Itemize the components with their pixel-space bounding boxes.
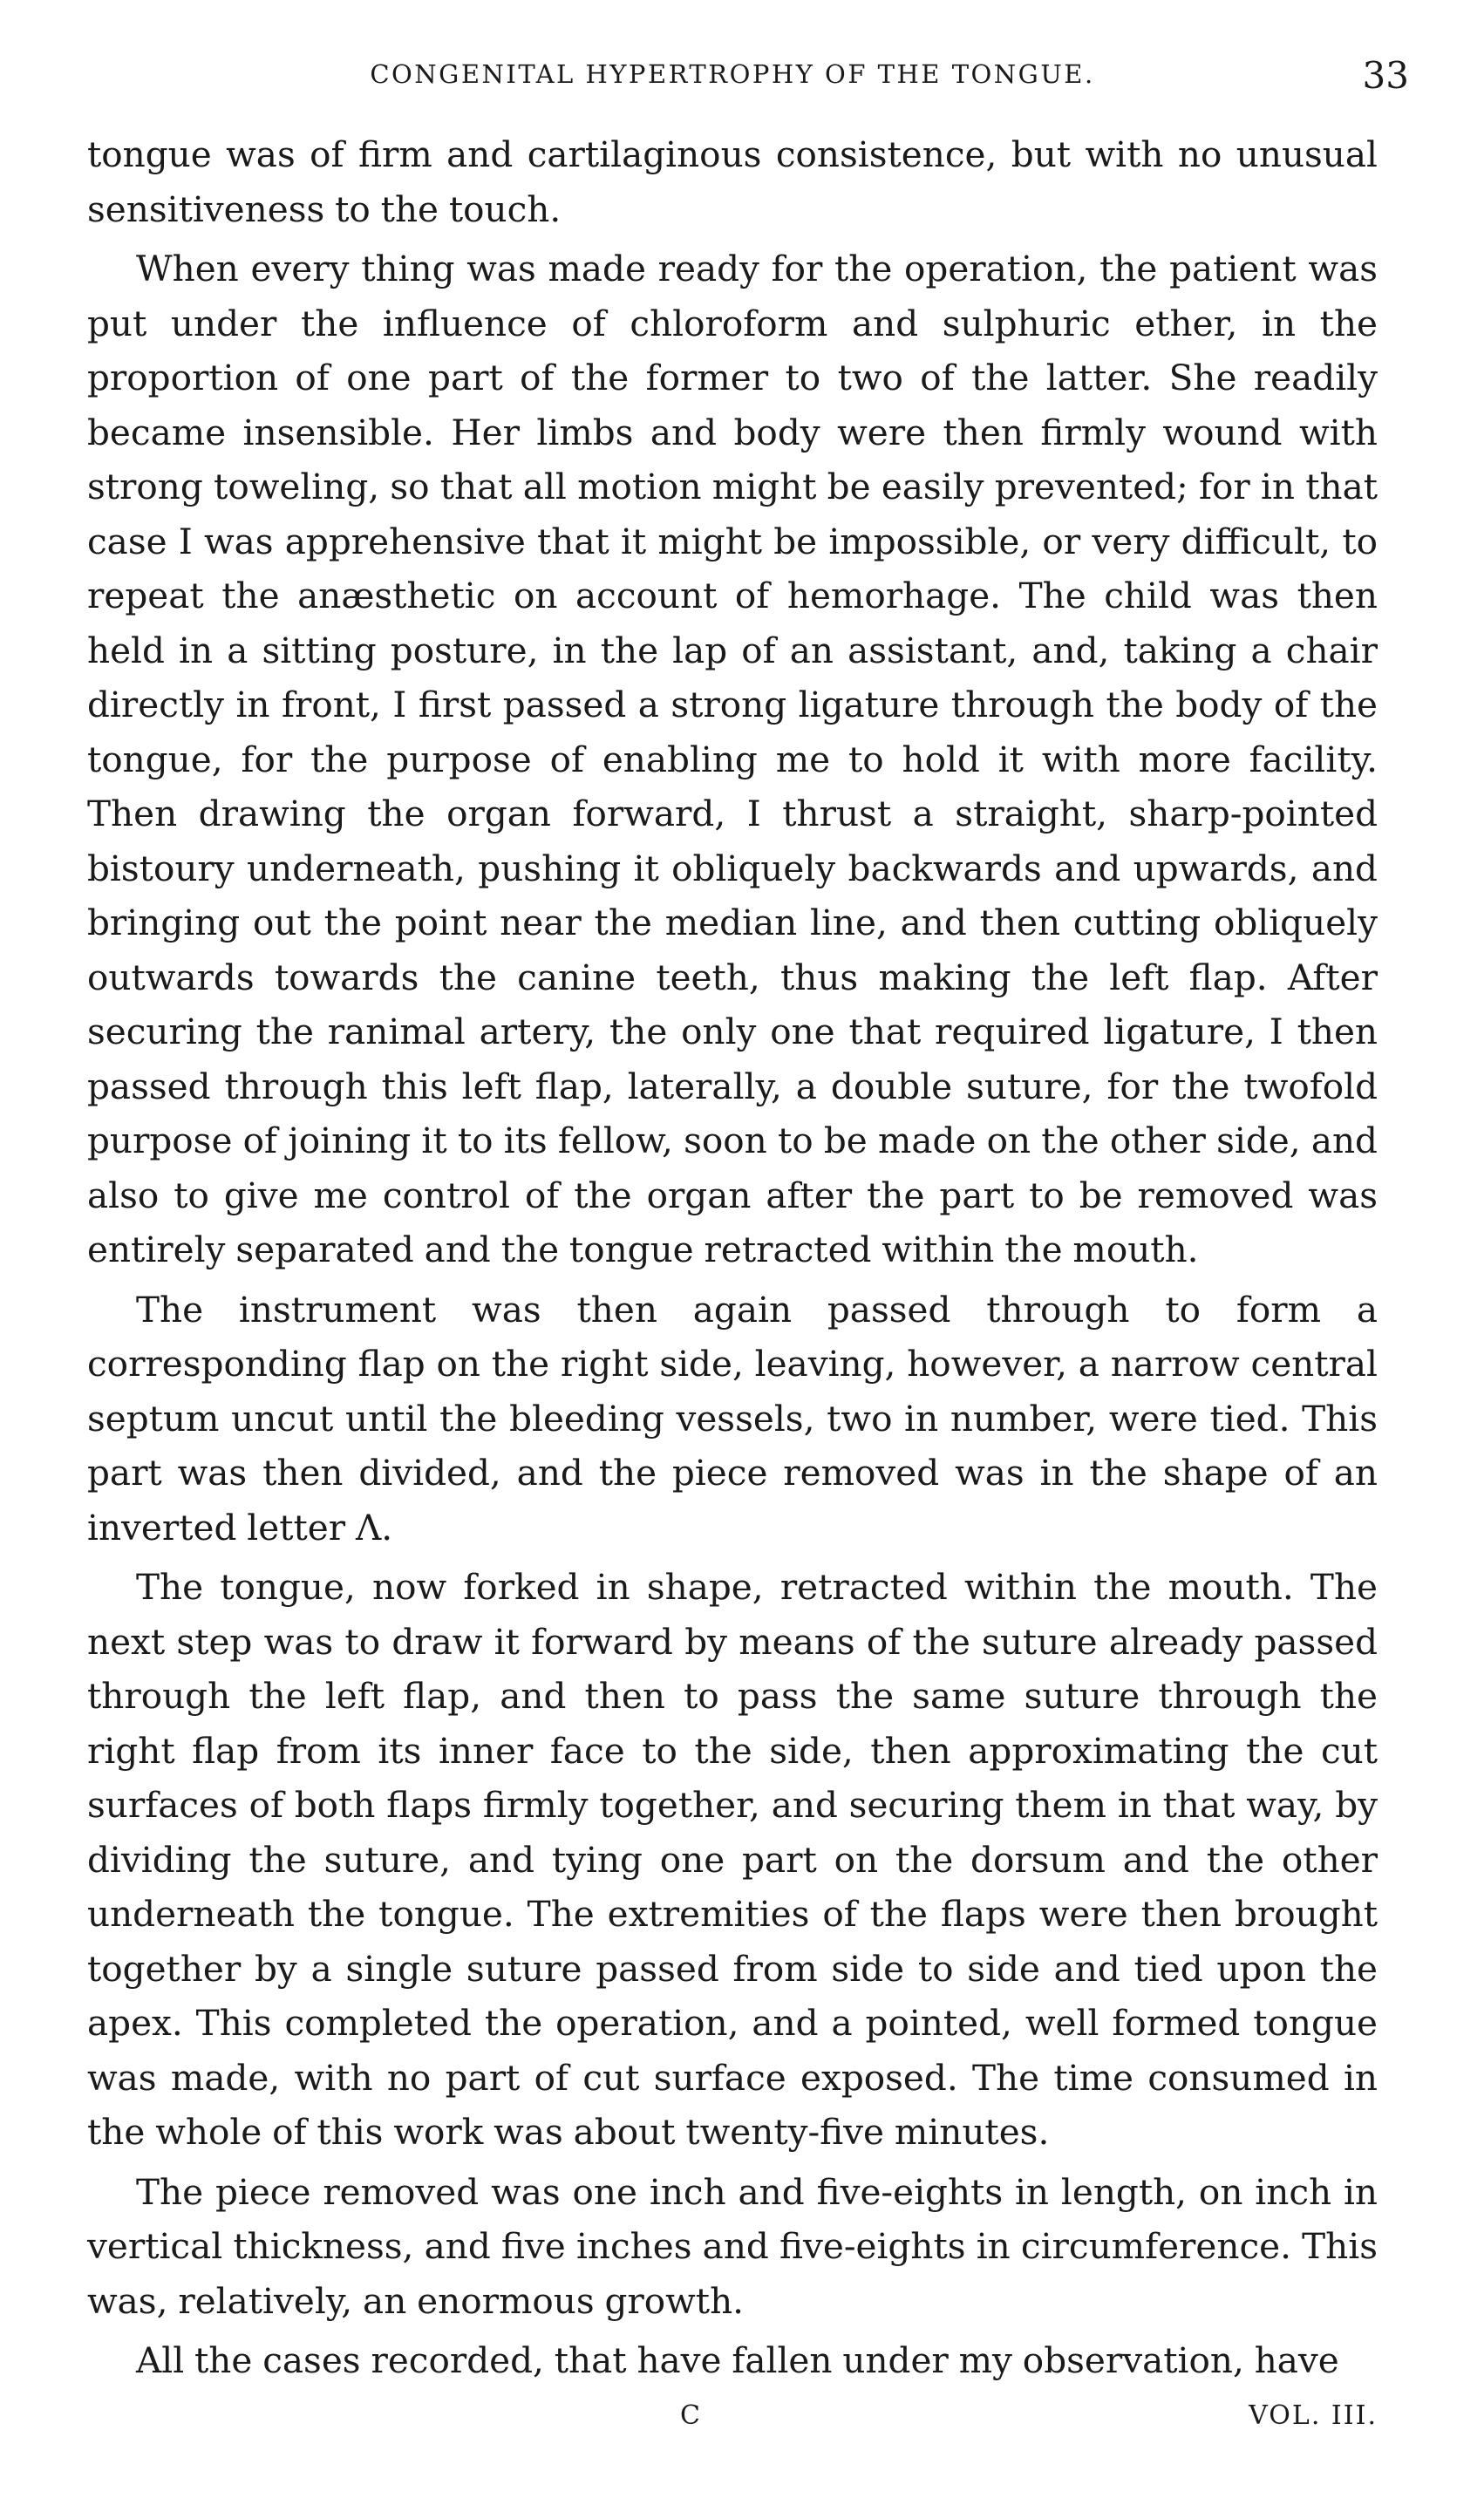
- paragraph-piece-removed: The piece removed was one inch and five-eights in length, on inch in vertical thickness, and five inches and five-eights in circumference. This was, relatively, an enormous growth.: [87, 2170, 1378, 2322]
- page-number: 33: [1362, 54, 1409, 97]
- running-header: [87, 54, 1409, 115]
- paragraph-cases-recorded: All the cases recorded, that have fallen under my observation, have: [136, 2339, 1339, 2381]
- page-footer: [87, 2397, 1378, 2449]
- paragraph-suturing: The tongue, now forked in shape, retracted within the mouth. The next step was to draw it forward by means of the suture already passed through the left flap, and then to pass the same suture through the right flap from its inner face to the side, then approximating the cut surfaces of both flaps firmly together, and securing them in that way, by dividing the suture, and tying one part on the dorsum and the other underneath the tongue. The extremities of the flaps were then brought together by a single suture passed from side to side and tied upon the apex. This completed the operation, and a pointed, well formed tongue was made, with no part of cut surface exposed. The time consumed in the whole of this work was about twenty-five minutes.: [87, 1566, 1378, 2153]
- book-page: [87, 54, 1409, 2449]
- running-title: CONGENITAL HYPERTROPHY OF THE TONGUE.: [370, 59, 1095, 89]
- signature-mark: C: [680, 2399, 700, 2431]
- paragraph-right-flap: The instrument was then again passed through to form a corresponding flap on the right side, leaving, however, a narrow central septum uncut until the bleeding vessels, two in number, were tied. This part was then divided, and the piece removed was in the shape of an inverted letter Λ.: [87, 1288, 1378, 1549]
- volume-label: VOL. III.: [1249, 2399, 1378, 2431]
- body-text: [87, 127, 1378, 2388]
- paragraph-continued: tongue was of firm and cartilaginous consistence, but with no unusual sensitiveness to the touch.: [87, 133, 1378, 230]
- paragraph-operation-preparation: When every thing was made ready for the operation, the patient was put under the influence of chloroform and sulphuric ether, in the proportion of one part of the former to two of the latter. She readily became insensible. Her limbs and body were then firmly wound with strong toweling, so that all motion might be easily prevented; for in that case I was apprehensive that it might be impossible, or very difficult, to repeat the anæsthetic on account of hemorhage. The child was then held in a sitting posture, in the lap of an assistant, and, taking a chair directly in front, I first passed a strong ligature through the body of the tongue, for the purpose of enabling me to hold it with more facility. Then drawing the organ forward, I thrust a straight, sharp-pointed bistoury underneath, pushing it obliquely backwards and upwards, and bringing out the point near the median line, and then cutting obliquely outwards towards the canine teeth, thus making the left flap. After securing the ranimal artery, the only one that required ligature, I then passed through this left flap, laterally, a double suture, for the twofold purpose of joining it to its fellow, soon to be made on the other side, and also to give me control of the organ after the part to be removed was entirely separated and the tongue retracted within the mouth.: [87, 248, 1378, 1270]
